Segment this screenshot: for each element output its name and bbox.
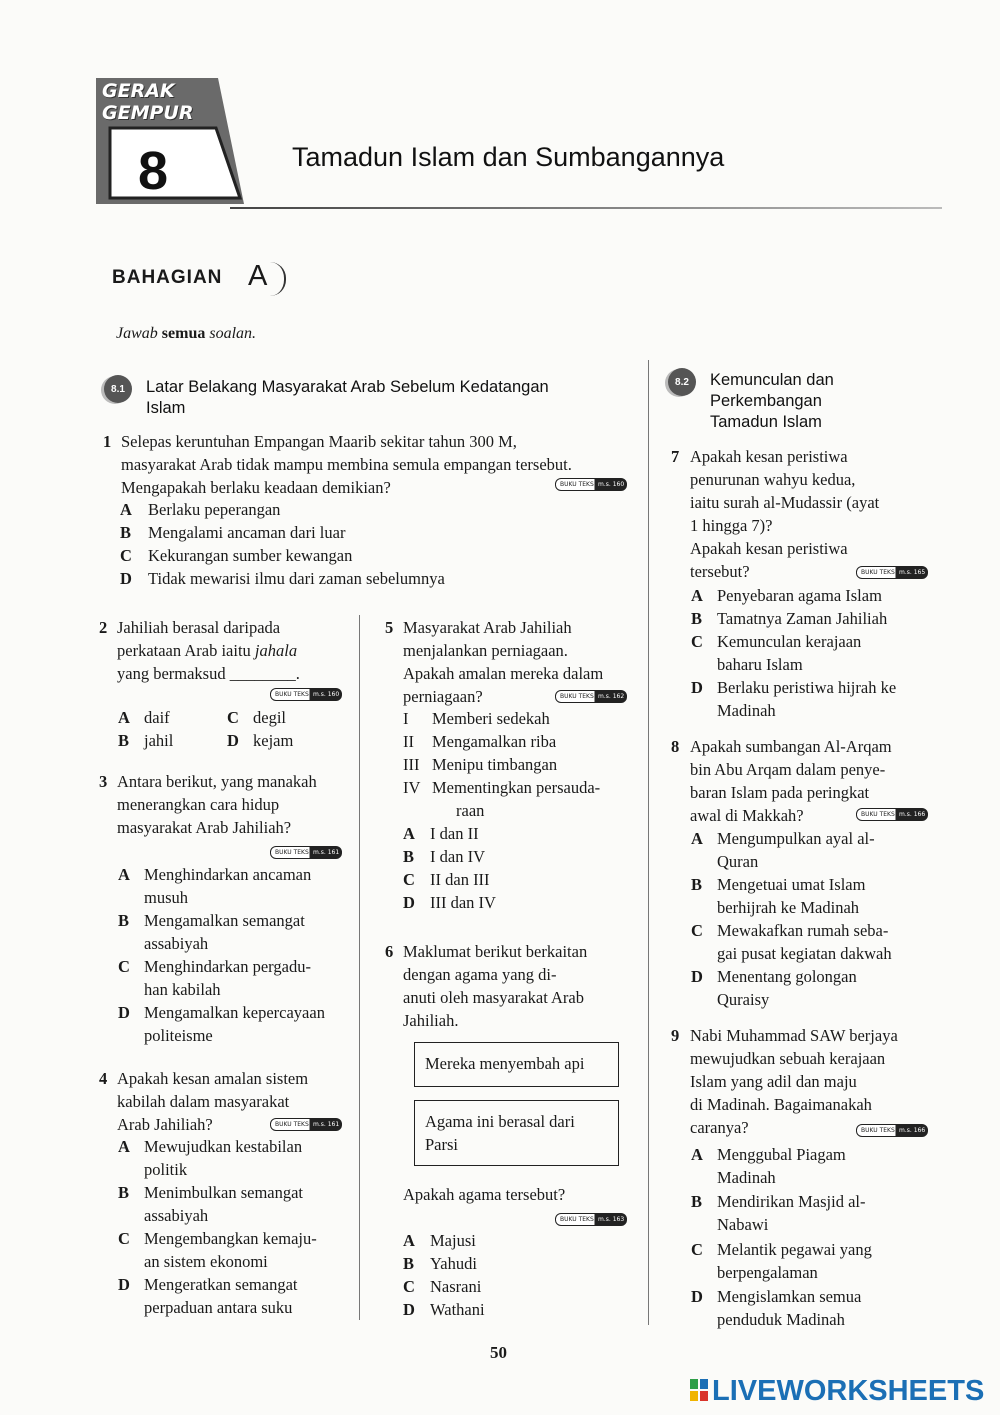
q4-line2: kabilah dalam masyarakat [117, 1092, 290, 1111]
bahagian-letter: A [248, 260, 268, 292]
q9-option-c[interactable] [691, 1238, 931, 1284]
q8-number: 8 [671, 737, 680, 756]
q8-option-c[interactable] [691, 919, 931, 965]
q6-question: Apakah agama tersebut? [403, 1185, 566, 1204]
chapter-title: Tamadun Islam dan Sumbangannya [292, 142, 725, 172]
q3-option-a[interactable] [118, 863, 343, 909]
q8-textbook-ref [856, 808, 928, 821]
q5-number: 5 [385, 618, 394, 637]
q4-option-b-text2: assabiyah [144, 1206, 209, 1225]
q1-textbook-ref [555, 478, 627, 491]
q3-option-d-letter: D [118, 1003, 130, 1022]
q5-item-i-numeral: I [403, 709, 409, 728]
q4-option-a-text2: politik [144, 1160, 188, 1179]
q5-item-iv-numeral: IV [403, 778, 421, 797]
q7-option-b-text1: Tamatnya Zaman Jahiliah [717, 609, 888, 628]
section-8-1-title-line2: Islam [146, 399, 186, 417]
q1-option-c-text: Kekurangan sumber kewangan [148, 546, 353, 565]
q8-option-b[interactable] [691, 873, 931, 919]
q5-item-iii-text: Menipu timbangan [432, 755, 558, 774]
q7-option-d[interactable] [691, 676, 931, 722]
q1-number: 1 [103, 432, 112, 451]
q3-number: 3 [99, 772, 108, 791]
q9-option-a-text2: Madinah [717, 1168, 776, 1187]
q6-option-a-letter: A [403, 1231, 415, 1250]
q9-textbook-ref [856, 1124, 928, 1137]
q3-option-c[interactable] [118, 955, 343, 1001]
q6-info-box-2 [414, 1100, 619, 1166]
q3-option-b[interactable] [118, 909, 343, 955]
q7-option-b[interactable] [691, 607, 931, 630]
q2-option-b-text: jahil [144, 731, 174, 750]
q1-line1: Selepas keruntuhan Empangan Maarib sekitar tahun 300 M, [121, 432, 517, 451]
q7-option-a[interactable] [691, 584, 931, 607]
q3-option-c-text1: Menghindarkan pergadu- [144, 957, 311, 976]
q4-option-b-text1: Menimbulkan semangat [144, 1183, 304, 1202]
q6-ref-b: m.s. 163 [598, 1216, 625, 1223]
q9-option-d-text1: Mengislamkan semua [717, 1287, 862, 1306]
q1-option-a-text: Berlaku peperangan [148, 500, 281, 519]
q2-option-d-text: kejam [253, 731, 294, 750]
q3-option-a-text1: Menghindarkan ancaman [144, 865, 312, 884]
q5-option-d-text: III dan IV [430, 893, 496, 912]
instruction-pre: Jawab [116, 325, 158, 342]
q8-option-a-text2: Quran [717, 852, 759, 871]
q9-option-d-letter: D [691, 1287, 703, 1306]
column-divider-right [648, 360, 649, 1325]
q4-textbook-ref [270, 1118, 342, 1131]
q6-line3: anuti oleh masyarakat Arab [403, 988, 584, 1007]
q1-option-d-text: Tidak mewarisi ilmu dari zaman sebelumnya [148, 569, 445, 588]
q4-option-b-letter: B [118, 1183, 130, 1202]
badge-line1: GERAK [102, 80, 175, 102]
q3-stem [117, 770, 344, 839]
q9-stem [690, 1024, 931, 1139]
q4-option-b[interactable] [118, 1181, 343, 1227]
instruction-bold: semua [161, 325, 206, 342]
q4-option-a-text1: Mewujudkan kestabilan [144, 1137, 303, 1156]
q2-option-b-letter: B [118, 731, 130, 750]
q5-option-a-letter: A [403, 824, 415, 843]
q9-option-a-letter: A [691, 1145, 703, 1164]
q2-line2a: perkataan Arab iaitu [117, 641, 251, 660]
q5-option-b-letter: B [403, 847, 415, 866]
q4-option-c-text1: Mengembangkan kemaju- [144, 1229, 317, 1248]
q2-ref-a: BUKU TEKS [275, 691, 309, 698]
q4-ref-b: m.s. 161 [313, 1121, 340, 1128]
q7-option-c[interactable] [691, 630, 931, 676]
column-divider-left [359, 615, 360, 1320]
q7-option-c-text2: baharu Islam [717, 655, 803, 674]
title-rule [230, 207, 942, 209]
q5-ref-a: BUKU TEKS [560, 693, 594, 700]
q9-option-a-text1: Menggubal Piagam [717, 1145, 846, 1164]
q3-line3: masyarakat Arab Jahiliah? [117, 818, 292, 837]
q7-option-b-letter: B [691, 609, 703, 628]
q9-number: 9 [671, 1026, 680, 1045]
liveworksheets-watermark[interactable]: LIVEWORKSHEETS [712, 1375, 985, 1407]
q1-line3: Mengapakah berlaku keadaan demikian? [121, 478, 391, 497]
q8-option-c-text1: Mewakafkan rumah seba- [717, 921, 889, 940]
q9-option-d-text2: penduduk Madinah [717, 1310, 845, 1329]
q3-option-a-letter: A [118, 865, 130, 884]
q4-option-d[interactable] [118, 1273, 343, 1319]
q5-line4: perniagaan? [403, 687, 483, 706]
q5-item-ii-numeral: II [403, 732, 414, 751]
q8-option-c-letter: C [691, 921, 703, 940]
q7-line5: Apakah kesan peristiwa [690, 539, 848, 558]
chapter-number: 8 [138, 141, 169, 201]
section-8-1-title [146, 377, 549, 419]
q3-option-d-text1: Mengamalkan kepercayaan [144, 1003, 325, 1022]
q3-ref-b: m.s. 161 [313, 849, 340, 856]
q2-option-a-letter: A [118, 708, 130, 727]
question-9 [671, 1024, 931, 1139]
q2-ref-b: m.s. 160 [313, 691, 340, 698]
badge-line2: GEMPUR [102, 102, 194, 124]
q9-line2: mewujudkan sebuah kerajaan [690, 1049, 886, 1068]
section-8-2-title-line2: Perkembangan [710, 392, 822, 410]
q8-option-a-text1: Mengumpulkan ayal al- [717, 829, 875, 848]
instruction-post: soalan. [209, 325, 257, 342]
q8-option-d-letter: D [691, 967, 703, 986]
q7-number: 7 [671, 447, 680, 466]
chapter-badge [88, 72, 248, 212]
q9-option-d[interactable] [691, 1285, 931, 1331]
q6-option-c-letter: C [403, 1277, 415, 1296]
q8-ref-a: BUKU TEKS [861, 811, 895, 818]
q9-line3: Islam yang adil dan maju [690, 1072, 857, 1091]
q7-option-d-text2: Madinah [717, 701, 776, 720]
q9-option-b-text2: Nabawi [717, 1215, 769, 1234]
q3-option-d[interactable] [118, 1001, 343, 1047]
q6-option-d-text: Wathani [430, 1300, 485, 1319]
q5-option-c-text: II dan III [430, 870, 490, 889]
q6-number: 6 [385, 942, 394, 961]
q5-item-iii-numeral: III [403, 755, 420, 774]
q7-line3: iaitu surah al-Mudassir (ayat [690, 493, 880, 512]
q7-line4: 1 hingga 7)? [690, 516, 773, 535]
q4-option-d-text2: perpaduan antara suku [144, 1298, 293, 1317]
q7-line6: tersebut? [690, 562, 750, 581]
q7-option-c-letter: C [691, 632, 703, 651]
q5-item-iv [403, 776, 633, 822]
q6-option-b-letter: B [403, 1254, 415, 1273]
q8-line1: Apakah sumbangan Al-Arqam [690, 737, 892, 756]
q3-textbook-ref [270, 846, 342, 859]
q6-box2-line1: Agama ini berasal dari [425, 1112, 575, 1131]
q8-line4: awal di Makkah? [690, 806, 804, 825]
q5-option-d-letter: D [403, 893, 415, 912]
q4-ref-a: BUKU TEKS [275, 1121, 309, 1128]
q5-option-c-letter: C [403, 870, 415, 889]
q2-option-c-letter: C [227, 708, 239, 727]
q7-textbook-ref [856, 566, 928, 579]
q9-option-c-text2: berpengalaman [717, 1263, 818, 1282]
q9-option-a[interactable] [691, 1143, 931, 1189]
q7-line2: penurunan wahyu kedua, [690, 470, 856, 489]
section-8-2-title-line1: Kemunculan dan [710, 371, 834, 389]
q2-line1: Jahiliah berasal daripada [117, 618, 281, 637]
q1-option-a-letter: A [120, 500, 132, 519]
question-6 [385, 940, 635, 1032]
q1-stem [121, 430, 628, 499]
q3-line1: Antara berikut, yang manakah [117, 772, 317, 791]
q9-option-c-text1: Melantik pegawai yang [717, 1240, 872, 1259]
page-number: 50 [490, 1343, 507, 1362]
q9-option-c-letter: C [691, 1240, 703, 1259]
q6-line1: Maklumat berikut berkaitan [403, 942, 588, 961]
q6-option-b-text: Yahudi [430, 1254, 477, 1273]
q6-info-box-1: Mereka menyembah api [414, 1042, 619, 1087]
q6-line4: Jahiliah. [403, 1011, 459, 1030]
q7-option-d-text1: Berlaku peristiwa hijrah ke [717, 678, 897, 697]
q2-textbook-ref [270, 688, 342, 701]
q8-option-d-text1: Menentang golongan [717, 967, 857, 986]
q8-option-a[interactable] [691, 827, 931, 873]
q6-option-d-letter: D [403, 1300, 415, 1319]
q6-option-a-text: Majusi [430, 1231, 476, 1250]
section-8-2-title [710, 370, 834, 433]
q3-line2: menerangkan cara hidup [117, 795, 280, 814]
q8-option-c-text2: gai pusat kegiatan dakwah [717, 944, 892, 963]
q5-line2: menjalankan perniagaan. [403, 641, 568, 660]
q8-option-b-text1: Mengetuai umat Islam [717, 875, 866, 894]
q9-ref-a: BUKU TEKS [861, 1127, 895, 1134]
q1-option-c-letter: C [120, 546, 132, 565]
section-8-2-title-line3: Tamadun Islam [710, 413, 822, 431]
q7-option-a-text1: Penyebaran agama Islam [717, 586, 882, 605]
liveworksheets-logo-icon [690, 1379, 708, 1401]
q8-option-a-letter: A [691, 829, 703, 848]
q3-ref-a: BUKU TEKS [275, 849, 309, 856]
q7-ref-b: m.s. 165 [899, 569, 926, 576]
q4-option-c[interactable] [118, 1227, 343, 1273]
q7-option-a-letter: A [691, 586, 703, 605]
q5-option-a-text: I dan II [430, 824, 479, 843]
q5-line3: Apakah amalan mereka dalam [403, 664, 604, 683]
question-2 [99, 616, 344, 685]
q8-ref-b: m.s. 166 [899, 811, 926, 818]
q8-option-b-text2: berhijrah ke Madinah [717, 898, 860, 917]
q8-option-d[interactable] [691, 965, 931, 1011]
q7-option-c-text1: Kemunculan kerajaan [717, 632, 862, 651]
q1-ref-b: m.s. 160 [598, 481, 625, 488]
q1-line2: masyarakat Arab tidak mampu membina semula empangan tersebut. [121, 455, 572, 474]
q5-option-b-text: I dan IV [430, 847, 485, 866]
q1-ref-a: BUKU TEKS [560, 481, 594, 488]
q6-box2-line2: Parsi [425, 1135, 458, 1154]
q9-line4: di Madinah. Bagaimanakah [690, 1095, 872, 1114]
q5-item-ii-text: Mengamalkan riba [432, 732, 557, 751]
q8-option-d-text2: Quraisy [717, 990, 770, 1009]
q3-option-a-text2: musuh [144, 888, 189, 907]
q9-line1: Nabi Muhammad SAW berjaya [690, 1026, 898, 1045]
section-8-1-icon: 8.1 [104, 375, 132, 403]
q2-option-c-text: degil [253, 708, 286, 727]
q7-line1: Apakah kesan peristiwa [690, 447, 848, 466]
section-8-1-title-line1: Latar Belakang Masyarakat Arab Sebelum Kedatangan [146, 378, 549, 396]
q3-option-d-text2: politeisme [144, 1026, 213, 1045]
q1-option-b-letter: B [120, 523, 132, 542]
q7-ref-a: BUKU TEKS [861, 569, 895, 576]
question-7 [671, 445, 926, 583]
bahagian-label: BAHAGIAN [112, 267, 223, 288]
instruction [116, 325, 256, 343]
section-8-2-icon: 8.2 [668, 368, 696, 396]
q4-number: 4 [99, 1069, 108, 1088]
q2-line3: yang bermaksud ________. [117, 664, 300, 683]
bahagian-bracket [270, 262, 286, 296]
q3-option-c-text2: han kabilah [144, 980, 221, 999]
q5-line1: Masyarakat Arab Jahiliah [403, 618, 572, 637]
q2-number: 2 [99, 618, 108, 637]
q3-option-b-text1: Mengamalkan semangat [144, 911, 305, 930]
q9-option-b[interactable] [691, 1190, 931, 1236]
q6-stem [403, 940, 635, 1032]
q5-item-i-text: Memberi sedekah [432, 709, 550, 728]
q2-line2b: jahala [254, 641, 298, 660]
q2-option-a-text: daif [144, 708, 170, 727]
q4-option-d-text1: Mengeratkan semangat [144, 1275, 298, 1294]
q9-option-b-letter: B [691, 1192, 703, 1211]
question-3 [99, 770, 344, 839]
q5-textbook-ref [555, 690, 627, 703]
q1-option-b-text: Mengalami ancaman dari luar [148, 523, 346, 542]
q6-option-c-text: Nasrani [430, 1277, 482, 1296]
q4-line3: Arab Jahiliah? [117, 1115, 213, 1134]
q4-line1: Apakah kesan amalan sistem [117, 1069, 309, 1088]
q7-option-d-letter: D [691, 678, 703, 697]
q6-line2: dengan agama yang di- [403, 965, 557, 984]
q9-ref-b: m.s. 166 [899, 1127, 926, 1134]
q9-line5: caranya? [690, 1118, 749, 1137]
q4-option-d-letter: D [118, 1275, 130, 1294]
q3-option-b-letter: B [118, 911, 130, 930]
q4-option-c-letter: C [118, 1229, 130, 1248]
q2-option-d-letter: D [227, 731, 239, 750]
q9-option-b-text1: Mendirikan Masjid al- [717, 1192, 866, 1211]
q3-option-b-text2: assabiyah [144, 934, 209, 953]
q4-option-c-text2: an sistem ekonomi [144, 1252, 268, 1271]
question-1 [103, 430, 628, 499]
q4-option-a-letter: A [118, 1137, 130, 1156]
q7-stem [690, 445, 926, 583]
q1-option-d-letter: D [120, 569, 132, 588]
q3-option-c-letter: C [118, 957, 130, 976]
q6-ref-a: BUKU TEKS [560, 1216, 594, 1223]
q5-item-iv-text2: raan [456, 801, 485, 820]
q2-stem [117, 616, 344, 685]
q8-line3: baran Islam pada peringkat [690, 783, 870, 802]
q6-textbook-ref [555, 1213, 627, 1226]
q2-line2 [117, 639, 344, 662]
q5-ref-b: m.s. 162 [598, 693, 625, 700]
q8-option-b-letter: B [691, 875, 703, 894]
q4-option-a[interactable] [118, 1135, 343, 1181]
q8-line2: bin Abu Arqam dalam penye- [690, 760, 886, 779]
q5-item-iv-text1: Mementingkan persauda- [432, 778, 601, 797]
